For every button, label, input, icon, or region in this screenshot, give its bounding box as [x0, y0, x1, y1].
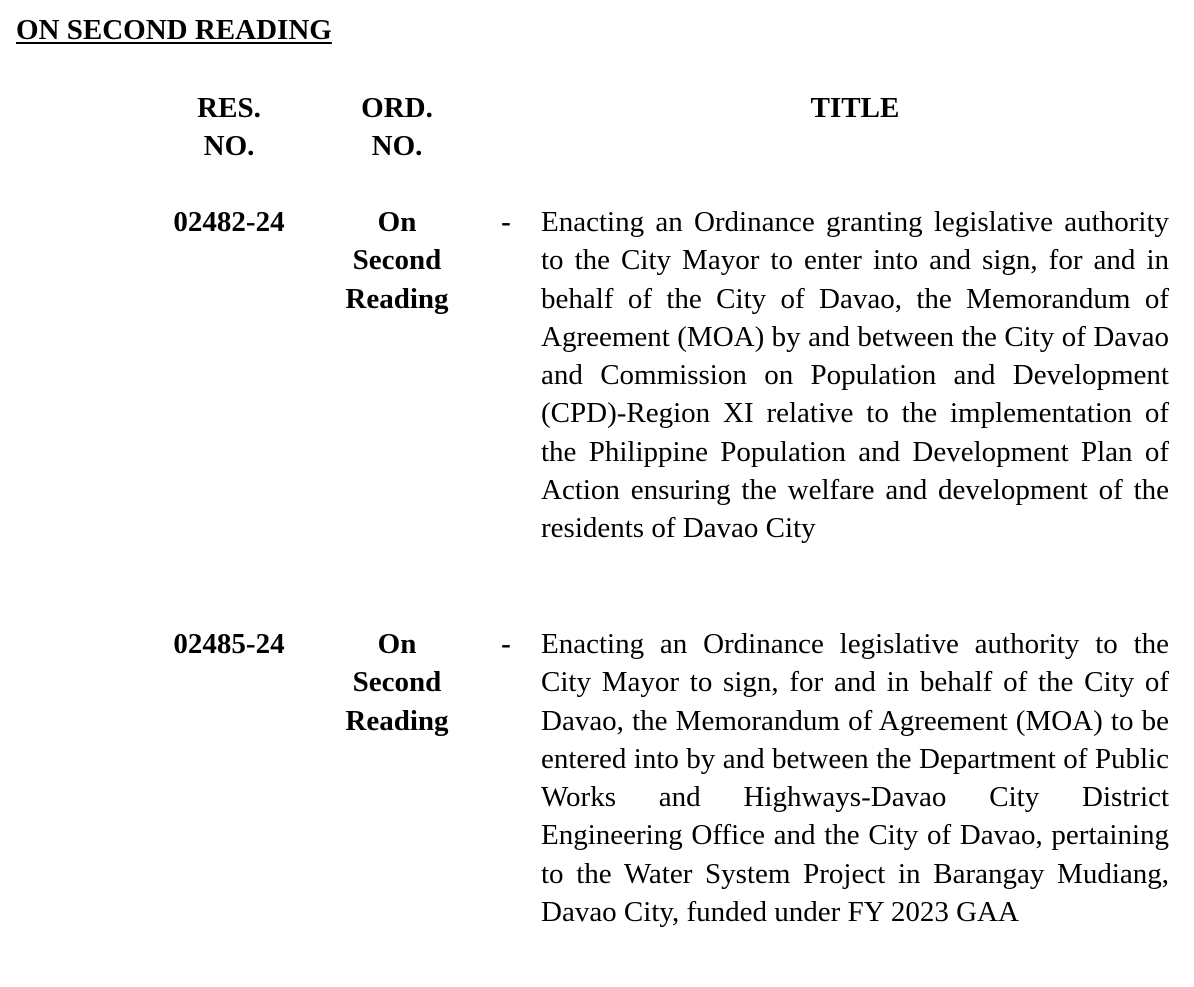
entry-dash: -	[501, 206, 511, 238]
entry-title: Enacting an Ordinance granting legislative authority to the City Mayor to enter into and sign, for and in behalf of the City of Davao, the Memorandum of Agreement (MOA) by and between the City of Davao and Commission on Population and Development (CPD)-Region XI relative to the implementation of the Philippine Population and Development Plan of Action ensuring the welfare and development of the residents of Davao City	[541, 206, 1169, 545]
ord-status-line1: On	[377, 206, 417, 238]
entry-title: Enacting an Ordinance legislative authority to the City Mayor to sign, for and in behalf of the City of Davao, the Memorandum of Agreement (MOA) to be entered into by and between the Department of Public Works and Highways-Davao City District Engineering Office and the City of Davao, pertaining to the Water System Project in Barangay Mudiang, Davao City, funded under FY 2023 GAA	[541, 628, 1169, 929]
ord-status-line3: Reading	[345, 282, 449, 315]
section-heading: ON SECOND READING	[16, 14, 332, 46]
ord-header-line2: NO.	[371, 130, 423, 162]
ord-status-line2: Second	[352, 666, 442, 699]
ord-status-line2: Second	[352, 244, 442, 277]
ord-status	[330, 203, 464, 318]
res-number: 02482-24	[173, 206, 285, 238]
title-column-header: TITLE	[810, 92, 900, 124]
res-header-line2: NO.	[203, 130, 255, 162]
entry-dash: -	[501, 628, 511, 660]
ord-status	[330, 625, 464, 740]
ord-status-line3: Reading	[345, 704, 449, 737]
ord-header-line1: ORD.	[361, 92, 433, 124]
res-number: 02485-24	[173, 628, 285, 660]
res-header-line1: RES.	[197, 92, 261, 124]
ord-status-line1: On	[377, 628, 417, 660]
ord-no-column-header	[335, 89, 459, 165]
res-no-column-header	[170, 89, 288, 165]
